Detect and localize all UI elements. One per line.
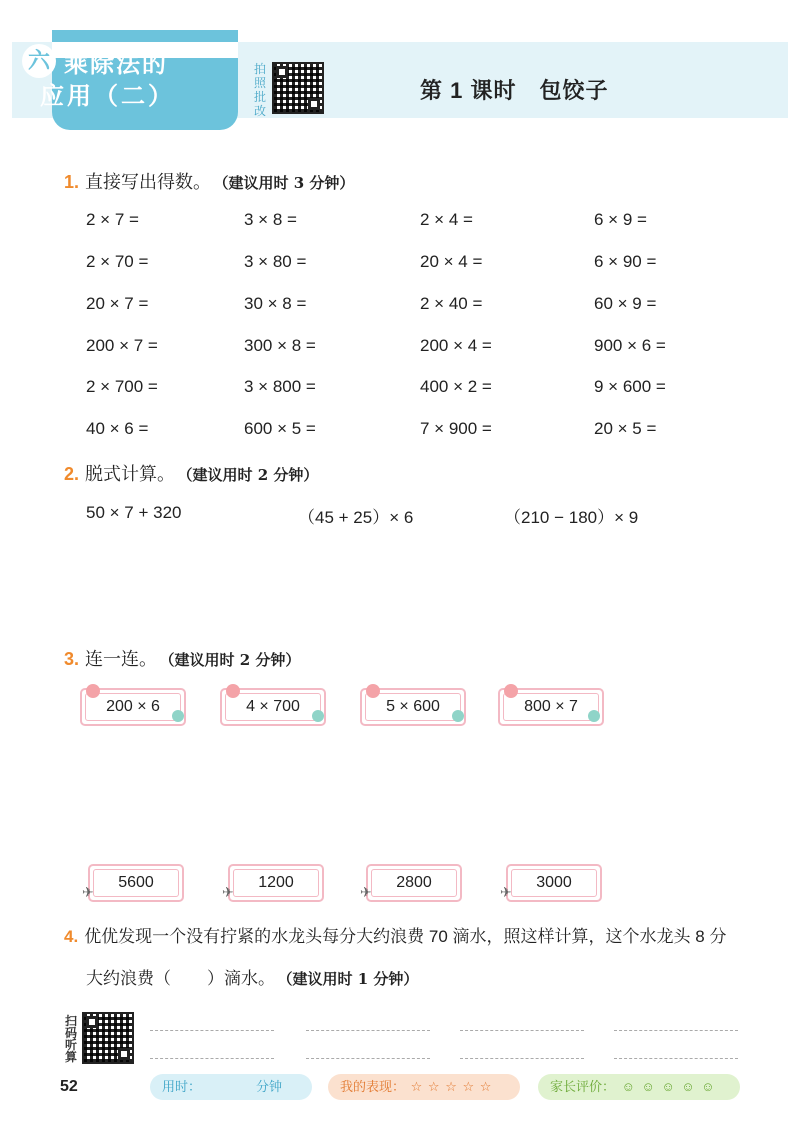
- smiley-icon[interactable]: ☺: [681, 1079, 695, 1094]
- match-card-expression[interactable]: 200 × 6: [80, 688, 186, 726]
- scan-char: 扫: [64, 1014, 77, 1028]
- question-text: 连一连。: [85, 649, 158, 669]
- answer-line[interactable]: [614, 1030, 738, 1031]
- calc-item: 6 × 90 =: [594, 252, 657, 271]
- question-text: 直接写出得数。: [85, 172, 212, 192]
- qr-code-icon[interactable]: [272, 62, 324, 114]
- calc-item: 3 × 800 =: [244, 377, 316, 396]
- planet-icon: [504, 684, 518, 698]
- question-4-line1: [64, 922, 726, 947]
- calc-item: 20 × 7 =: [86, 294, 149, 313]
- answer-line[interactable]: [614, 1058, 738, 1059]
- parent-review-pill: [538, 1074, 740, 1100]
- planet-icon: [366, 684, 380, 698]
- smiley-icon[interactable]: ☺: [621, 1079, 635, 1094]
- question-4-line2: [86, 964, 418, 989]
- match-card-expression[interactable]: 5 × 600: [360, 688, 466, 726]
- question-number: 4.: [64, 927, 79, 946]
- star-icon[interactable]: ☆: [479, 1079, 492, 1094]
- answer-line[interactable]: [460, 1030, 584, 1031]
- question-text-before-blank: 大约浪费（: [86, 969, 171, 988]
- question-hint: （建议用时 2 分钟）: [167, 651, 301, 669]
- satellite-icon: ✈: [500, 884, 512, 900]
- page-number: 52: [60, 1078, 78, 1095]
- star-icon[interactable]: ☆: [445, 1079, 457, 1094]
- lesson-title: 第 1 课时 包饺子: [420, 78, 609, 103]
- question-1-heading: [64, 168, 354, 194]
- scan-char: 拍: [253, 62, 266, 76]
- star-icon[interactable]: ☆: [462, 1079, 475, 1094]
- calc-item: 40 × 6 =: [86, 419, 149, 438]
- question-2-heading: [64, 460, 318, 486]
- qr-code-icon[interactable]: [82, 1012, 134, 1064]
- question-number: 3.: [64, 649, 80, 669]
- parent-label: 家长评价：: [550, 1079, 616, 1094]
- scan-char: 码: [64, 1026, 77, 1040]
- calc-item: 900 × 6 =: [594, 336, 666, 355]
- question-hint: （建议用时 2 分钟）: [185, 466, 319, 484]
- answer-line[interactable]: [306, 1030, 430, 1031]
- match-card-result[interactable]: 3000: [506, 864, 602, 902]
- smiley-icon[interactable]: ☺: [701, 1079, 715, 1094]
- question-hint: （建议用时 1 分钟）: [285, 970, 419, 988]
- question-text-after-blank: ）滴水。: [207, 969, 275, 988]
- planet-icon: [86, 684, 100, 698]
- scan-char: 算: [64, 1050, 77, 1064]
- time-label: 用时：: [162, 1079, 202, 1094]
- calc-item: 7 × 900 =: [420, 419, 492, 438]
- scan-char: 批: [253, 90, 266, 104]
- performance-label: 我的表现：: [340, 1079, 406, 1094]
- calc-item: 400 × 2 =: [420, 377, 492, 396]
- scan-char: 改: [253, 104, 266, 118]
- question-hint: （建议用时 3 分钟）: [221, 174, 355, 192]
- calc-item: 20 × 5 =: [594, 419, 657, 438]
- match-card-expression[interactable]: 4 × 700: [220, 688, 326, 726]
- question-text: 优优发现一个没有拧紧的水龙头每分大约浪费 70 滴水，照这样计算，这个水龙头 8 分: [84, 927, 727, 946]
- performance-pill: [328, 1074, 520, 1100]
- smiley-icon[interactable]: ☺: [641, 1079, 655, 1094]
- planet-icon: [312, 710, 324, 722]
- calc-item: 2 × 4 =: [420, 210, 473, 229]
- question-number: 2.: [64, 464, 80, 484]
- calc-item: 6 × 9 =: [594, 210, 647, 229]
- planet-icon: [172, 710, 184, 722]
- question-number: 1.: [64, 172, 80, 192]
- time-pill: [150, 1074, 312, 1100]
- unit-number: 六: [22, 44, 56, 78]
- calc-item: 3 × 80 =: [244, 252, 307, 271]
- calc-item: 3 × 8 =: [244, 210, 297, 229]
- satellite-icon: ✈: [360, 884, 372, 900]
- answer-line[interactable]: [460, 1058, 584, 1059]
- question-3-heading: [64, 645, 300, 671]
- calc-expression: 50 × 7 + 320: [86, 503, 182, 522]
- match-card-expression[interactable]: 800 × 7: [498, 688, 604, 726]
- calc-item: 2 × 40 =: [420, 294, 483, 313]
- calc-expression: （210 − 180）× 9: [504, 508, 639, 527]
- calc-item: 9 × 600 =: [594, 377, 666, 396]
- calc-item: 60 × 9 =: [594, 294, 657, 313]
- answer-line[interactable]: [150, 1030, 274, 1031]
- calc-item: 600 × 5 =: [244, 419, 316, 438]
- scan-char: 听: [64, 1038, 77, 1052]
- time-unit: 分钟: [256, 1079, 283, 1094]
- satellite-icon: ✈: [82, 884, 94, 900]
- star-icon[interactable]: ☆: [427, 1079, 440, 1094]
- calc-item: 2 × 7 =: [86, 210, 139, 229]
- unit-title-line1: 乘除法的: [64, 51, 168, 78]
- calc-item: 200 × 4 =: [420, 336, 492, 355]
- answer-line[interactable]: [150, 1058, 274, 1059]
- calc-item: 2 × 700 =: [86, 377, 158, 396]
- calc-item: 2 × 70 =: [86, 252, 149, 271]
- match-card-result[interactable]: 1200: [228, 864, 324, 902]
- calc-expression: （45 + 25）× 6: [298, 508, 414, 527]
- calc-item: 300 × 8 =: [244, 336, 316, 355]
- match-card-result[interactable]: 5600: [88, 864, 184, 902]
- planet-icon: [452, 710, 464, 722]
- calc-item: 20 × 4 =: [420, 252, 483, 271]
- star-icon[interactable]: ☆: [410, 1079, 423, 1094]
- planet-icon: [588, 710, 600, 722]
- match-card-result[interactable]: 2800: [366, 864, 462, 902]
- satellite-icon: ✈: [222, 884, 234, 900]
- smiley-icon[interactable]: ☺: [661, 1079, 675, 1094]
- answer-line[interactable]: [306, 1058, 430, 1059]
- scan-char: 照: [253, 76, 266, 90]
- calc-item: 30 × 8 =: [244, 294, 307, 313]
- unit-title-line2: 应用（二）: [40, 83, 175, 110]
- planet-icon: [226, 684, 240, 698]
- calc-item: 200 × 7 =: [86, 336, 158, 355]
- question-text: 脱式计算。: [85, 464, 176, 484]
